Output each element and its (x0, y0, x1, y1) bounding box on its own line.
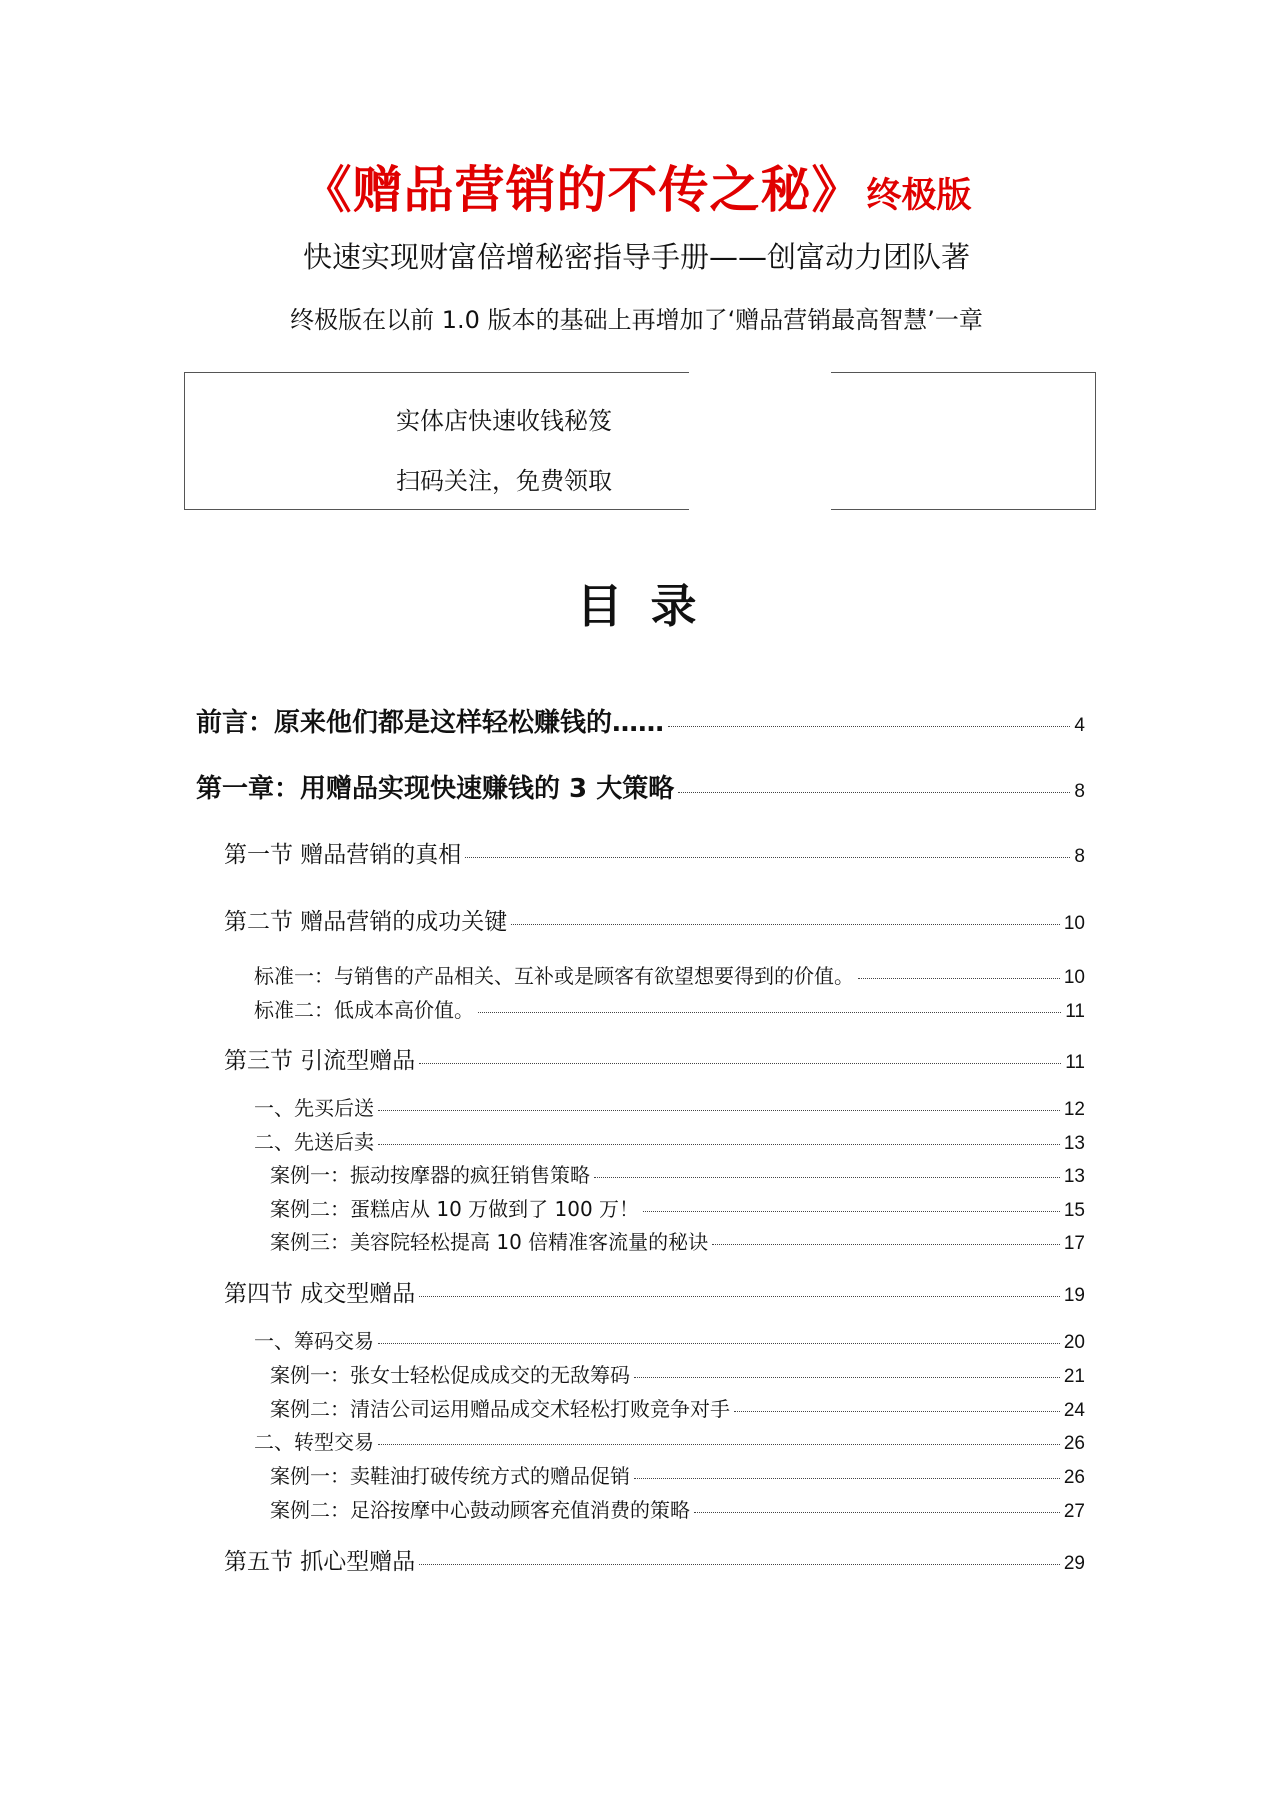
toc-entry[interactable] (254, 994, 1085, 1023)
toc-entry[interactable] (196, 702, 1085, 739)
toc-entry-title: 案例一：卖鞋油打破传统方式的赠品促销 (270, 1464, 630, 1488)
toc-entry[interactable] (270, 1159, 1085, 1188)
toc-leader-dots (419, 1296, 1060, 1297)
document-subtitle: 快速实现财富倍增秘密指导手册——创富动力团队著 (302, 240, 970, 274)
toc-page-number: 17 (1063, 1233, 1085, 1254)
toc-leader-dots (378, 1444, 1060, 1445)
toc-page-number: 13 (1063, 1133, 1085, 1154)
toc-entry-title: 案例二：蛋糕店从 10 万做到了 100 万！ (270, 1197, 640, 1221)
toc-entry-title: 一、筹码交易 (254, 1329, 374, 1353)
toc-page-number: 8 (1074, 846, 1085, 867)
toc-entry[interactable] (270, 1193, 1085, 1222)
toc-entry[interactable] (270, 1393, 1085, 1422)
toc-entry[interactable] (254, 1325, 1085, 1354)
toc-page-number: 12 (1063, 1099, 1085, 1120)
toc-entry[interactable] (270, 1460, 1085, 1489)
toc-entry-title: 第四节 成交型赠品 (224, 1281, 416, 1307)
promo-line-2: 扫码关注，免费领取 (396, 467, 612, 495)
toc-page-number: 4 (1074, 715, 1085, 736)
toc-page-number: 15 (1063, 1200, 1085, 1221)
toc-page-number: 11 (1065, 1052, 1085, 1073)
toc-entry-title: 第二节 赠品营销的成功关键 (224, 909, 508, 935)
document-title (0, 150, 1273, 222)
toc-leader-dots (378, 1144, 1060, 1145)
toc-page-number: 26 (1063, 1433, 1085, 1454)
toc-page-number: 27 (1063, 1501, 1085, 1522)
toc-page-number: 20 (1063, 1332, 1085, 1353)
toc-leader-dots (378, 1343, 1060, 1344)
toc-entry[interactable] (224, 1275, 1085, 1308)
toc-leader-dots (511, 924, 1060, 925)
toc-entry-title: 一、先买后送 (254, 1096, 374, 1120)
toc-entry-title: 前言：原来他们都是这样轻松赚钱的…… (196, 708, 665, 738)
toc-leader-dots (858, 978, 1060, 979)
toc-page-number: 10 (1063, 967, 1085, 988)
toc-entry-title: 案例一：张女士轻松促成成交的无敌筹码 (270, 1363, 630, 1387)
toc-leader-dots (634, 1377, 1060, 1378)
toc-entry[interactable] (196, 768, 1085, 805)
promo-line-1: 实体店快速收钱秘笈 (396, 407, 612, 435)
toc-page-number: 10 (1063, 913, 1085, 934)
toc-leader-dots (634, 1478, 1060, 1479)
toc-page-number: 11 (1065, 1001, 1085, 1022)
toc-entry[interactable] (270, 1359, 1085, 1388)
toc-entry[interactable] (224, 836, 1085, 869)
toc-entry[interactable] (270, 1494, 1085, 1523)
toc-entry-title: 第三节 引流型赠品 (224, 1048, 416, 1074)
toc-entry-title: 二、转型交易 (254, 1430, 374, 1454)
title-version: 终极版 (866, 176, 972, 216)
toc-leader-dots (419, 1564, 1060, 1565)
toc-entry-title: 标准一：与销售的产品相关、互补或是顾客有欲望想要得到的价值。 (254, 964, 854, 988)
toc-entry-title: 案例二：清洁公司运用赠品成交术轻松打败竞争对手 (270, 1397, 730, 1421)
toc-leader-dots (465, 857, 1070, 858)
toc-entry[interactable] (224, 903, 1085, 936)
toc-heading: 目录 (576, 579, 725, 633)
toc-entry-title: 案例三：美容院轻松提高 10 倍精准客流量的秘诀 (270, 1230, 709, 1254)
toc-entry[interactable] (254, 1126, 1085, 1155)
toc-entry[interactable] (254, 960, 1085, 989)
toc-entry[interactable] (254, 1092, 1085, 1121)
toc-entry-title: 第一节 赠品营销的真相 (224, 842, 462, 868)
title-main: 《赠品营销的不传之秘》 (301, 161, 863, 219)
toc-page-number: 19 (1063, 1285, 1085, 1306)
toc-page-number: 26 (1063, 1467, 1085, 1488)
toc-leader-dots (643, 1211, 1060, 1212)
toc-leader-dots (734, 1411, 1060, 1412)
toc-entry[interactable] (270, 1226, 1085, 1255)
toc-entry-title: 二、先送后卖 (254, 1130, 374, 1154)
toc-entry-title: 第一章：用赠品实现快速赚钱的 3 大策略 (196, 774, 675, 804)
toc-page-number: 13 (1063, 1166, 1085, 1187)
toc-leader-dots (378, 1110, 1060, 1111)
toc-entry[interactable] (224, 1543, 1085, 1576)
toc-entry-title: 案例一：振动按摩器的疯狂销售策略 (270, 1163, 590, 1187)
toc-entry-title: 案例二：足浴按摩中心鼓动顾客充值消费的策略 (270, 1498, 690, 1522)
toc-leader-dots (668, 726, 1070, 727)
promo-box (184, 372, 1096, 510)
toc-entry[interactable] (224, 1042, 1085, 1075)
toc-leader-dots (478, 1012, 1061, 1013)
toc-entry-title: 第五节 抓心型赠品 (224, 1549, 416, 1575)
toc-leader-dots (694, 1512, 1060, 1513)
toc-leader-dots (594, 1177, 1060, 1178)
toc-leader-dots (678, 792, 1070, 793)
edition-note: 终极版在以前 1.0 版本的基础上再增加了‘赠品营销最高智慧’一章 (290, 306, 983, 334)
toc-leader-dots (712, 1244, 1060, 1245)
toc-entry-title: 标准二：低成本高价值。 (254, 998, 474, 1022)
toc-leader-dots (419, 1063, 1061, 1064)
toc-page-number: 24 (1063, 1400, 1085, 1421)
toc-entry[interactable] (254, 1426, 1085, 1455)
toc-page-number: 8 (1074, 781, 1085, 802)
toc-page-number: 29 (1063, 1553, 1085, 1574)
toc-page-number: 21 (1063, 1366, 1085, 1387)
